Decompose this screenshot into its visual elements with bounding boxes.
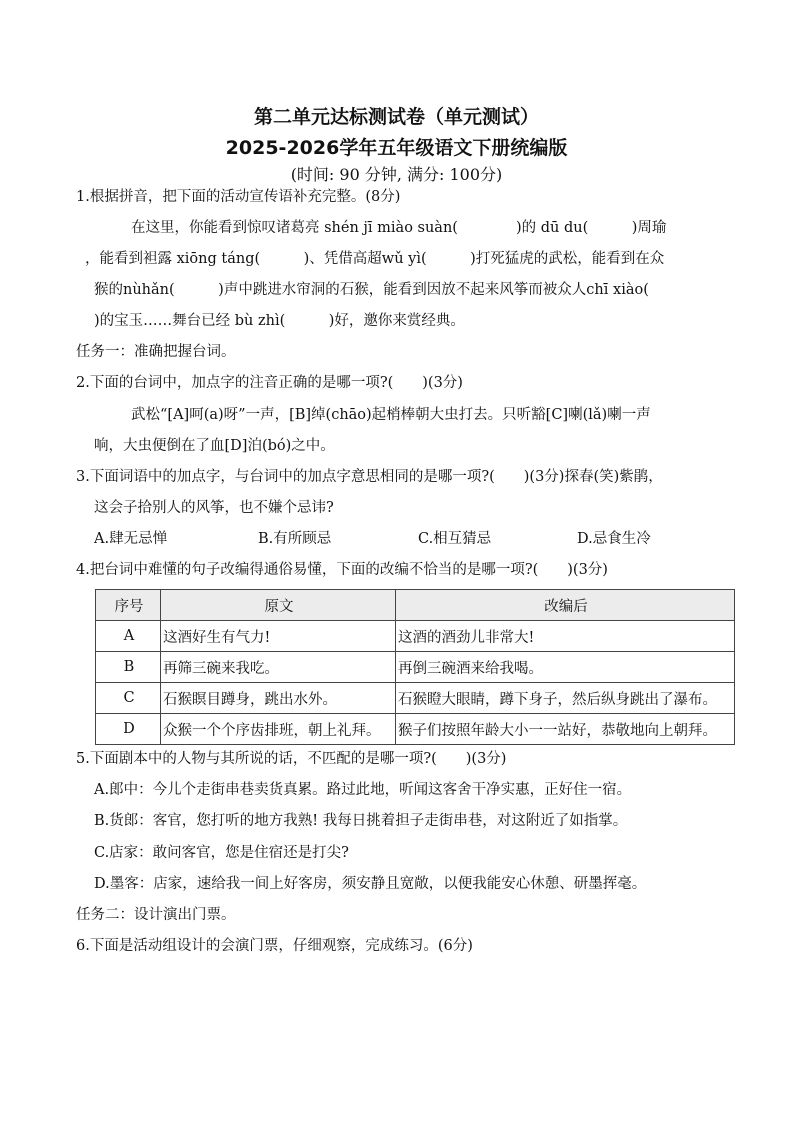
table-cell: 这酒好生有气力!: [161, 621, 396, 652]
table-row: [96, 652, 735, 683]
table-header: 序号: [96, 590, 161, 621]
table-cell: 石猴瞪大眼睛，蹲下身子，然后纵身跳出了瀑布。: [396, 683, 735, 714]
exam-subtitle: 2025-2026学年五年级语文下册统编版: [225, 137, 568, 159]
table-cell: 猴子们按照年龄大小一一站好，恭敬地向上朝拜。: [396, 714, 735, 745]
q2-line: 响，大虫便倒在了血[D]泊(bó)之中。: [94, 438, 335, 454]
table-cell: 再倒三碗酒来给我喝。: [396, 652, 735, 683]
q1-line: ，能看到袒露 xiōng táng( )、凭借高超wǔ yì( )打死猛虎的武松，能看到在众: [85, 251, 665, 267]
table-cell: B: [96, 652, 161, 683]
table-cell: D: [96, 714, 161, 745]
q3-option-a: A.肆无忌惮: [94, 531, 168, 547]
q3-option-c: C.相互猜忌: [418, 531, 492, 547]
rewrite-table: [95, 589, 735, 745]
q6-prompt: 6.下面是活动组设计的会演门票，仔细观察，完成练习。(6分): [76, 938, 473, 954]
table-row: [96, 621, 735, 652]
table-header-row: [96, 590, 735, 621]
table-cell: 石猴瞑目蹲身，跳出水外。: [161, 683, 396, 714]
table-row: [96, 714, 735, 745]
q5-prompt: 5.下面剧本中的人物与其所说的话，不匹配的是哪一项?( )(3分): [76, 751, 507, 767]
table-cell: 再筛三碗来我吃。: [161, 652, 396, 683]
q2-line: 武松“[A]呵(a)呀”一声，[B]绰(chāo)起梢棒朝大虫打去。只听豁[C]喇(lǎ)喇一声: [131, 407, 651, 423]
q1-line: 猴的nùhǎn( )声中跳进水帘洞的石猴，能看到因放不起来风筝而被众人chī xiào(: [94, 282, 649, 298]
time-info: (时间: 90 分钟, 满分: 100分): [290, 165, 503, 184]
q5-option-a: A.郎中：今儿个走街串巷卖货真累。路过此地，听闻这客舍干净实惠，正好住一宿。: [94, 782, 632, 798]
task1-heading: 任务一：准确把握台词。: [76, 344, 236, 360]
q1-line: )的宝玉……舞台已经 bù zhì( )好，邀你来赏经典。: [94, 313, 465, 329]
q3-option-d: D.忌食生冷: [577, 531, 651, 547]
q5-option-c: C.店家：敢问客官，您是住宿还是打尖?: [94, 845, 349, 861]
exam-title: 第二单元达标测试卷（单元测试）: [253, 106, 539, 128]
table-header: 原文: [161, 590, 396, 621]
q5-option-d: D.墨客：店家，速给我一间上好客房，须安静且宽敞，以便我能安心休憩、研墨挥毫。: [94, 876, 647, 892]
q3-prompt: 3.下面词语中的加点字，与台词中的加点字意思相同的是哪一项?( )(3分)探春(笑)紫鹃，: [76, 469, 663, 485]
table-cell: A: [96, 621, 161, 652]
q3-option-b: B.有所顾忌: [258, 531, 332, 547]
q5-option-b: B.货郎：客官，您打听的地方我熟! 我每日挑着担子走街串巷，对这附近了如指掌。: [94, 813, 628, 829]
q4-prompt: 4.把台词中难懂的句子改编得通俗易懂，下面的改编不恰当的是哪一项?( )(3分): [76, 562, 608, 578]
table-row: [96, 683, 735, 714]
task2-heading: 任务二：设计演出门票。: [76, 907, 236, 923]
table-header: 改编后: [396, 590, 735, 621]
q2-prompt: 2.下面的台词中，加点字的注音正确的是哪一项?( )(3分): [76, 375, 463, 391]
q1-line: 在这里，你能看到惊叹诸葛亮 shén jī miào suàn( )的 dū du( )周瑜: [131, 220, 667, 236]
q1-prompt: 1.根据拼音，把下面的活动宣传语补充完整。(8分): [76, 189, 401, 205]
table-cell: C: [96, 683, 161, 714]
table-cell: 这酒的酒劲儿非常大!: [396, 621, 735, 652]
table-cell: 众猴一个个序齿排班，朝上礼拜。: [161, 714, 396, 745]
q3-line: 这会子拾别人的风筝，也不嫌个忌讳?: [94, 500, 334, 516]
